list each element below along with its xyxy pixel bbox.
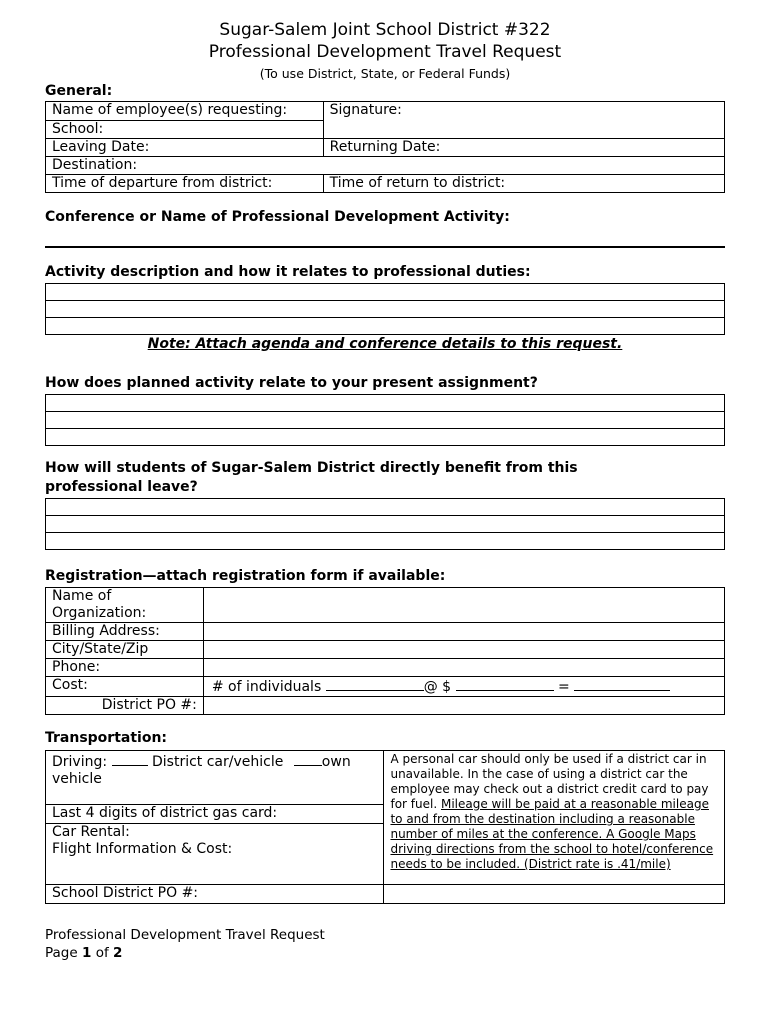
departure-time-field[interactable]: Time of departure from district: — [46, 175, 324, 193]
assignment-line-1[interactable] — [46, 395, 725, 412]
cost-field[interactable]: # of individuals @ $ = — [203, 677, 724, 697]
transportation-table — [45, 750, 725, 904]
returning-date-field[interactable]: Returning Date: — [323, 139, 724, 157]
general-table — [45, 101, 725, 193]
district-title: Sugar-Salem Joint School District #322 — [219, 20, 551, 40]
district-po-label: District PO #: — [46, 697, 204, 715]
driving-cell: Driving: District car/vehicle own vehicle — [46, 751, 384, 805]
assignment-heading: How does planned activity relate to your present assignment? — [45, 375, 538, 391]
benefit-line-2[interactable] — [46, 516, 725, 533]
assignment-line-2[interactable] — [46, 412, 725, 429]
own-vehicle-blank[interactable] — [294, 752, 322, 766]
leaving-date-field[interactable]: Leaving Date: — [46, 139, 324, 157]
page-footer: Professional Development Travel Request Page 1 of 2 — [45, 927, 325, 961]
registration-table — [45, 587, 725, 715]
form-subtitle: (To use District, State, or Federal Funds) — [259, 66, 511, 81]
city-label: City/State/Zip — [46, 641, 204, 659]
school-po-blank[interactable] — [384, 885, 725, 904]
mileage-policy: A personal car should only be used if a district car in unavailable. In the case of using a district car the employee may check out a district credit card to pay for fuel. Mileage will be paid at a reasonable mileage to and from the destination including a reasonable number of miles at the conference. A Google Maps driving directions from the school to hotel/conference needs to be included. (District rate is .41/mile) — [384, 751, 725, 885]
car-rental-field[interactable]: Car Rental: Flight Information & Cost: — [46, 824, 384, 885]
activity-line-3[interactable] — [46, 318, 725, 335]
school-po-field[interactable]: School District PO #: — [46, 885, 384, 904]
employee-name-field[interactable]: Name of employee(s) requesting: — [46, 102, 324, 121]
benefit-line-3[interactable] — [46, 533, 725, 550]
gas-card-field[interactable]: Last 4 digits of district gas card: — [46, 805, 384, 824]
organization-field[interactable] — [203, 588, 724, 623]
city-field[interactable] — [203, 641, 724, 659]
district-car-blank[interactable] — [112, 752, 148, 766]
price-blank[interactable] — [456, 677, 554, 691]
transportation-heading: Transportation: — [45, 730, 168, 746]
assignment-line-3[interactable] — [46, 429, 725, 446]
form-title: Professional Development Travel Request — [208, 42, 562, 62]
billing-label: Billing Address: — [46, 623, 204, 641]
conference-name-line[interactable] — [45, 246, 725, 248]
conference-heading: Conference or Name of Professional Development Activity: — [45, 209, 510, 225]
page-number: 1 — [81, 945, 92, 961]
phone-field[interactable] — [203, 659, 724, 677]
cost-label: Cost: — [46, 677, 204, 697]
school-field[interactable]: School: — [46, 120, 324, 139]
attach-note: Note: Attach agenda and conference details to this request. — [147, 336, 623, 352]
activity-lines — [45, 283, 725, 335]
total-blank[interactable] — [574, 677, 670, 691]
benefit-heading: How will students of Sugar-Salem District directly benefit from this professional leave? — [45, 460, 578, 495]
signature-field[interactable]: Signature: — [323, 102, 724, 139]
page-total: 2 — [113, 945, 123, 961]
general-heading: General: — [45, 83, 113, 99]
return-time-field[interactable]: Time of return to district: — [323, 175, 724, 193]
billing-field[interactable] — [203, 623, 724, 641]
assignment-lines — [45, 394, 725, 446]
registration-heading: Registration—attach registration form if available: — [45, 568, 446, 584]
benefit-lines — [45, 498, 725, 550]
organization-label: Name of Organization: — [46, 588, 204, 623]
district-po-field[interactable] — [203, 697, 724, 715]
destination-field[interactable]: Destination: — [46, 157, 725, 175]
activity-line-2[interactable] — [46, 301, 725, 318]
activity-heading: Activity description and how it relates to professional duties: — [45, 264, 531, 280]
activity-line-1[interactable] — [46, 284, 725, 301]
phone-label: Phone: — [46, 659, 204, 677]
individuals-blank[interactable] — [326, 677, 424, 691]
benefit-line-1[interactable] — [46, 499, 725, 516]
